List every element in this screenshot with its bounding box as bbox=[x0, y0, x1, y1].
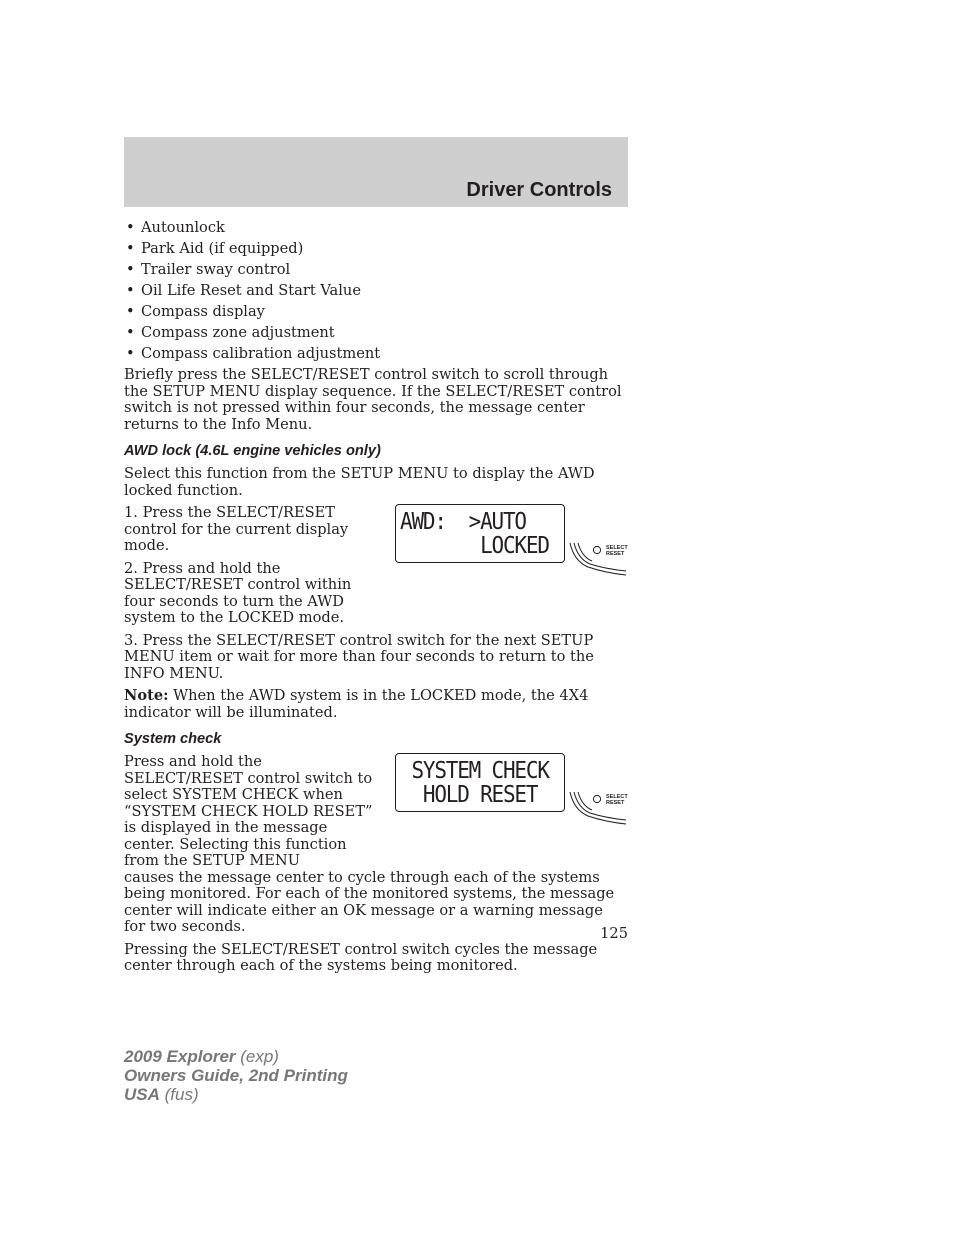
list-item: • Compass calibration adjustment bbox=[124, 346, 628, 363]
system-check-heading: System check bbox=[124, 731, 222, 747]
list-item: • Compass display bbox=[124, 304, 628, 321]
awd-steps-text bbox=[124, 505, 378, 627]
page-number: 125 bbox=[600, 925, 628, 942]
awd-intro-paragraph: Select this function from the SETUP MENU to display the AWD locked function. bbox=[124, 465, 595, 499]
intro-paragraph: Briefly press the SELECT/RESET control switch to scroll through the SETUP MENU display sequence. If the SELECT/RESET control switch is not pressed within four seconds, the message center returns to the Info Menu. bbox=[124, 366, 622, 433]
display-line-1: AWD: >AUTO bbox=[400, 507, 526, 535]
note-label: Note: bbox=[124, 687, 169, 704]
list-item: • Trailer sway control bbox=[124, 262, 628, 279]
document-footer bbox=[124, 1047, 348, 1104]
list-item: • Oil Life Reset and Start Value bbox=[124, 283, 628, 300]
awd-step-2: 2. Press and hold the SELECT/RESET control within four seconds to turn the AWD system to the LOCKED mode. bbox=[124, 559, 352, 626]
system-check-wrapped-text: Press and hold the SELECT/RESET control switch to select SYSTEM CHECK when “SYSTEM CHECK HOLD RESET” is displayed in the message center. Selecting this function from the SETUP MENU bbox=[124, 753, 373, 869]
footer-line-2: Owners Guide, 2nd Printing bbox=[124, 1066, 348, 1085]
system-check-paragraph-2: Pressing the SELECT/RESET control switch cycles the message center through each of the systems being monitored. bbox=[124, 940, 598, 974]
system-check-display-figure bbox=[392, 752, 628, 830]
awd-note bbox=[124, 688, 628, 721]
awd-step-1: 1. Press the SELECT/RESET control for the current display mode. bbox=[124, 504, 349, 554]
select-reset-label: SELECT RESET bbox=[606, 794, 628, 806]
awd-display-figure bbox=[392, 503, 628, 581]
display-line-2: HOLD RESET bbox=[400, 780, 538, 808]
awd-steps-with-figure bbox=[124, 505, 628, 627]
system-check-with-figure bbox=[124, 754, 628, 870]
section-title: Driver Controls bbox=[466, 179, 612, 201]
message-center-display bbox=[395, 753, 565, 812]
setup-menu-list bbox=[124, 220, 628, 363]
footer-line-1: 2009 Explorer (exp) bbox=[124, 1047, 279, 1066]
display-line-2: LOCKED bbox=[400, 531, 549, 559]
note-text: When the AWD system is in the LOCKED mode, the 4X4 indicator will be illuminated. bbox=[124, 687, 589, 721]
list-item: • Compass zone adjustment bbox=[124, 325, 628, 342]
system-check-paragraph-continued: causes the message center to cycle through each of the systems being monitored. For each of the monitored systems, the message center will indicate either an OK message or a warning message for two seconds. bbox=[124, 868, 615, 935]
footer-line-3: USA (fus) bbox=[124, 1085, 199, 1104]
header-band bbox=[124, 137, 628, 207]
awd-step-3: 3. Press the SELECT/RESET control switch for the next SETUP MENU item or wait for more than four seconds to return to the INFO MENU. bbox=[124, 631, 594, 682]
awd-lock-heading: AWD lock (4.6L engine vehicles only) bbox=[124, 443, 381, 459]
page-content bbox=[124, 220, 628, 981]
display-line-1: SYSTEM CHECK bbox=[400, 756, 549, 784]
select-reset-label: SELECT RESET bbox=[606, 545, 628, 557]
list-item: • Autounlock bbox=[124, 220, 628, 237]
message-center-display bbox=[395, 504, 565, 563]
list-item: • Park Aid (if equipped) bbox=[124, 241, 628, 258]
